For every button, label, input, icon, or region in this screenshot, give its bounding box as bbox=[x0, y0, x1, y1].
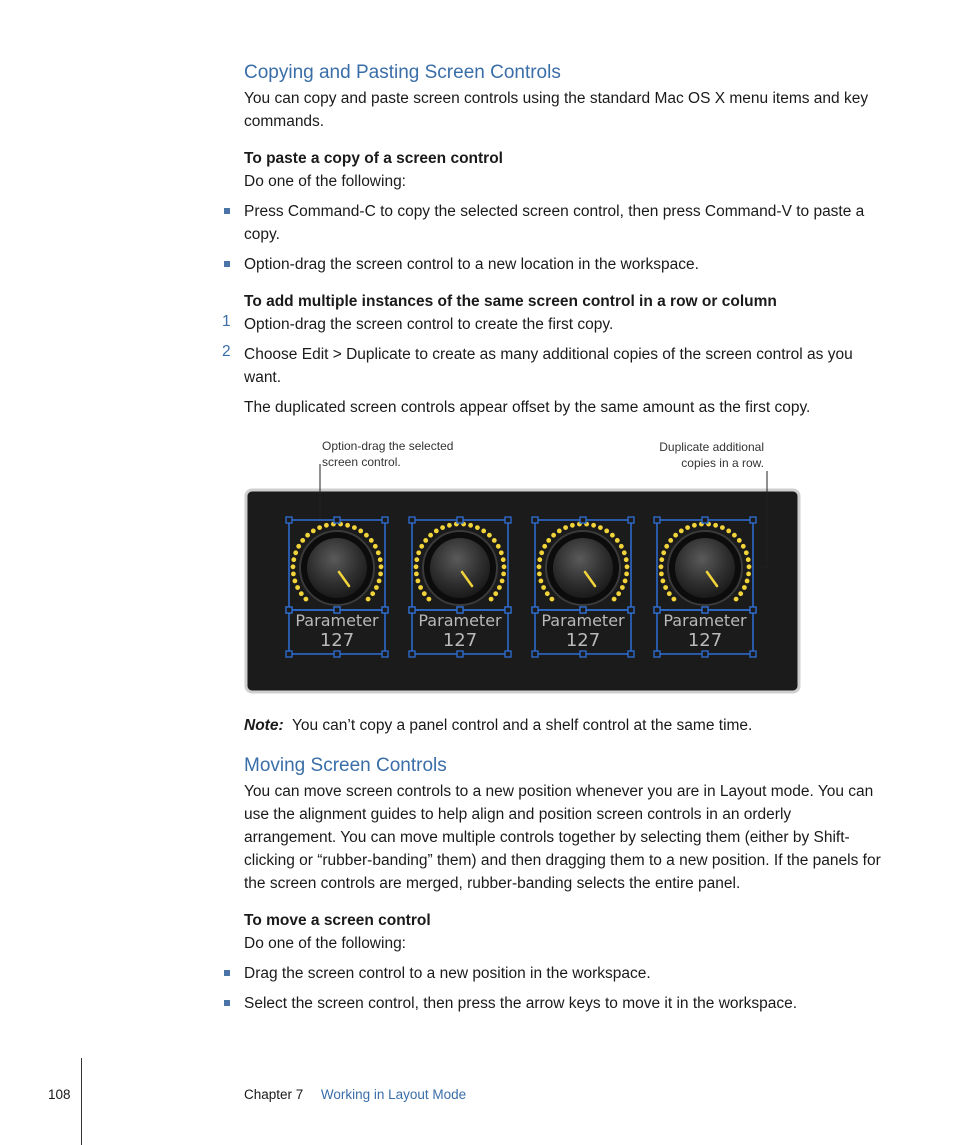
step-text: Choose Edit > Duplicate to create as many additional copies of the screen control as you want. bbox=[244, 346, 853, 386]
selection-handle bbox=[334, 651, 340, 657]
selection-handle bbox=[702, 651, 708, 657]
led-dot bbox=[625, 564, 630, 569]
note bbox=[244, 714, 884, 737]
callout-left-line1: Option-drag the selected bbox=[322, 439, 454, 453]
led-dot bbox=[622, 550, 627, 555]
led-dot bbox=[414, 572, 419, 577]
led-dot bbox=[659, 564, 664, 569]
led-dot bbox=[745, 579, 750, 584]
led-dot bbox=[468, 523, 473, 528]
selection-handle bbox=[580, 651, 586, 657]
led-dot bbox=[475, 525, 480, 530]
led-dot bbox=[352, 525, 357, 530]
knob-label bbox=[535, 611, 631, 651]
knob-body bbox=[430, 538, 490, 598]
led-dot bbox=[659, 557, 664, 562]
led-dot bbox=[378, 557, 383, 562]
led-dot bbox=[663, 585, 668, 590]
led-dot bbox=[563, 525, 568, 530]
led-dot bbox=[537, 564, 542, 569]
selection-handle bbox=[286, 517, 292, 523]
list-item: Press Command-C to copy the selected screen control, then press Command-V to paste a copy. bbox=[244, 203, 865, 243]
led-dot bbox=[720, 525, 725, 530]
knob-label bbox=[657, 611, 753, 651]
led-dot bbox=[295, 585, 300, 590]
led-dot bbox=[661, 550, 666, 555]
led-dot bbox=[679, 529, 684, 534]
led-dot bbox=[747, 564, 752, 569]
list-item: Select the screen control, then press the arrow keys to move it in the workspace. bbox=[244, 995, 798, 1012]
led-dot bbox=[692, 523, 697, 528]
selection-handle bbox=[382, 651, 388, 657]
led-dot bbox=[744, 550, 749, 555]
led-dot bbox=[713, 523, 718, 528]
led-dot bbox=[447, 523, 452, 528]
knob-parameter-value: 127 bbox=[319, 630, 355, 651]
led-dot bbox=[542, 544, 547, 549]
page-number: 108 bbox=[48, 1087, 71, 1102]
led-dot bbox=[376, 550, 381, 555]
led-dot bbox=[423, 538, 428, 543]
led-dot bbox=[377, 579, 382, 584]
section-intro-copying: You can copy and paste screen controls using the standard Mac OS X menu items and key commands. bbox=[244, 90, 869, 130]
led-dot bbox=[570, 523, 575, 528]
led-dot bbox=[422, 591, 427, 596]
callout-left-line2: screen control. bbox=[322, 455, 401, 469]
led-dot bbox=[414, 557, 419, 562]
led-dot bbox=[539, 550, 544, 555]
led-dot bbox=[427, 597, 432, 602]
step-text: Option-drag the screen control to create the first copy. bbox=[244, 316, 614, 333]
led-dot bbox=[598, 525, 603, 530]
selection-handle bbox=[382, 517, 388, 523]
led-dot bbox=[610, 533, 615, 538]
led-dot bbox=[487, 533, 492, 538]
knob-parameter-name: Parameter bbox=[663, 611, 747, 630]
led-dot bbox=[379, 564, 384, 569]
led-dot bbox=[416, 550, 421, 555]
led-dot bbox=[551, 533, 556, 538]
led-dot bbox=[667, 591, 672, 596]
led-dot bbox=[734, 597, 739, 602]
led-dot bbox=[317, 525, 322, 530]
task-heading-multiple: To add multiple instances of the same screen control in a row or column bbox=[244, 293, 777, 310]
led-dot bbox=[616, 591, 621, 596]
led-dot bbox=[358, 529, 363, 534]
led-dot bbox=[304, 597, 309, 602]
led-dot bbox=[324, 523, 329, 528]
led-dot bbox=[492, 538, 497, 543]
led-dot bbox=[369, 538, 374, 543]
section-title-moving: Moving Screen Controls bbox=[244, 755, 447, 776]
led-dot bbox=[537, 572, 542, 577]
note-text: You can’t copy a panel control and a shelf control at the same time. bbox=[291, 717, 753, 734]
led-dot bbox=[500, 579, 505, 584]
led-dot bbox=[502, 564, 507, 569]
led-dot bbox=[434, 529, 439, 534]
led-dot bbox=[726, 529, 731, 534]
knob-parameter-name: Parameter bbox=[541, 611, 625, 630]
led-dot bbox=[620, 585, 625, 590]
task-heading-move: To move a screen control bbox=[244, 912, 431, 929]
led-dot bbox=[746, 557, 751, 562]
selection-handle bbox=[628, 651, 634, 657]
led-dot bbox=[501, 557, 506, 562]
selection-handle bbox=[409, 651, 415, 657]
selection-handle bbox=[409, 517, 415, 523]
bullet-marker bbox=[224, 1000, 230, 1006]
led-dot bbox=[293, 579, 298, 584]
section-title-copying: Copying and Pasting Screen Controls bbox=[244, 62, 561, 83]
led-dot bbox=[481, 529, 486, 534]
knob-parameter-value: 127 bbox=[565, 630, 601, 651]
led-dot bbox=[619, 544, 624, 549]
led-dot bbox=[291, 557, 296, 562]
list-item: Drag the screen control to a new position in the workspace. bbox=[244, 965, 651, 982]
led-dot bbox=[418, 585, 423, 590]
led-dot bbox=[557, 529, 562, 534]
led-dot bbox=[624, 572, 629, 577]
led-dot bbox=[300, 538, 305, 543]
knob-parameter-value: 127 bbox=[442, 630, 478, 651]
led-dot bbox=[293, 550, 298, 555]
led-dot bbox=[291, 572, 296, 577]
task-heading-paste: To paste a copy of a screen control bbox=[244, 150, 503, 167]
list-item: Option-drag the screen control to a new location in the workspace. bbox=[244, 256, 699, 273]
step-number: 2 bbox=[222, 343, 231, 360]
led-dot bbox=[311, 529, 316, 534]
led-dot bbox=[664, 544, 669, 549]
led-dot bbox=[291, 564, 296, 569]
led-dot bbox=[537, 557, 542, 562]
led-dot bbox=[489, 597, 494, 602]
selection-handle bbox=[286, 651, 292, 657]
led-dot bbox=[673, 533, 678, 538]
led-dot bbox=[539, 579, 544, 584]
knob-label bbox=[289, 611, 385, 651]
led-dot bbox=[612, 597, 617, 602]
selection-handle bbox=[334, 517, 340, 523]
step-number: 1 bbox=[222, 313, 231, 330]
led-dot bbox=[440, 525, 445, 530]
selection-handle bbox=[457, 517, 463, 523]
led-dot bbox=[623, 579, 628, 584]
section-intro-moving: You can move screen controls to a new position whenever you are in Layout mode. You can use the alignment guides to help align and position screen controls in an orderly arrangement. You can move multiple controls together by selecting them (either by Shift-clicking or “rubber-banding” them) and then dragging them to a new position. If the panels for the screen controls are merged, rubber-banding selects the entire panel. bbox=[244, 783, 881, 892]
led-dot bbox=[546, 538, 551, 543]
selection-handle bbox=[505, 651, 511, 657]
knob-label bbox=[412, 611, 508, 651]
led-dot bbox=[742, 585, 747, 590]
callout-right-line1: Duplicate additional bbox=[659, 440, 764, 454]
knob-body bbox=[675, 538, 735, 598]
led-dot bbox=[737, 538, 742, 543]
led-dot bbox=[545, 591, 550, 596]
knob-parameter-name: Parameter bbox=[418, 611, 502, 630]
led-dot bbox=[550, 597, 555, 602]
knob-parameter-value: 127 bbox=[687, 630, 723, 651]
led-dot bbox=[345, 523, 350, 528]
led-dot bbox=[497, 585, 502, 590]
selection-handle bbox=[532, 651, 538, 657]
selection-handle bbox=[750, 517, 756, 523]
selection-handle bbox=[654, 651, 660, 657]
selection-handle bbox=[580, 517, 586, 523]
led-dot bbox=[496, 544, 501, 549]
led-dot bbox=[732, 533, 737, 538]
led-dot bbox=[499, 550, 504, 555]
selection-handle bbox=[457, 651, 463, 657]
task-lead-paste: Do one of the following: bbox=[244, 173, 406, 190]
led-dot bbox=[624, 557, 629, 562]
led-dot bbox=[493, 591, 498, 596]
led-dot bbox=[414, 564, 419, 569]
led-dot bbox=[541, 585, 546, 590]
led-dot bbox=[661, 579, 666, 584]
led-dot bbox=[741, 544, 746, 549]
led-dot bbox=[615, 538, 620, 543]
selection-handle bbox=[628, 517, 634, 523]
selection-handle bbox=[532, 517, 538, 523]
footer-divider bbox=[81, 1058, 82, 1145]
led-dot bbox=[370, 591, 375, 596]
led-dot bbox=[428, 533, 433, 538]
selection-handle bbox=[750, 651, 756, 657]
led-dot bbox=[419, 544, 424, 549]
led-dot bbox=[374, 585, 379, 590]
callout-right-line2: copies in a row. bbox=[681, 456, 764, 470]
knob-parameter-name: Parameter bbox=[295, 611, 379, 630]
footer-chapter bbox=[244, 1087, 466, 1102]
chapter-title: Working in Layout Mode bbox=[320, 1087, 467, 1102]
knob-body bbox=[553, 538, 613, 598]
led-dot bbox=[746, 572, 751, 577]
led-dot bbox=[378, 572, 383, 577]
led-dot bbox=[738, 591, 743, 596]
task-lead-move: Do one of the following: bbox=[244, 935, 406, 952]
led-dot bbox=[305, 533, 310, 538]
led-dot bbox=[668, 538, 673, 543]
led-dot bbox=[659, 572, 664, 577]
selection-handle bbox=[702, 517, 708, 523]
selection-handle bbox=[505, 517, 511, 523]
knob-body bbox=[307, 538, 367, 598]
led-dot bbox=[366, 597, 371, 602]
led-dot bbox=[416, 579, 421, 584]
led-dot bbox=[364, 533, 369, 538]
led-dot bbox=[591, 523, 596, 528]
bullet-marker bbox=[224, 970, 230, 976]
led-dot bbox=[604, 529, 609, 534]
led-dot bbox=[373, 544, 378, 549]
chapter-label: Chapter 7 bbox=[244, 1087, 304, 1102]
selection-handle bbox=[654, 517, 660, 523]
led-dot bbox=[296, 544, 301, 549]
note-label: Note: bbox=[244, 717, 284, 734]
led-dot bbox=[672, 597, 677, 602]
led-dot bbox=[299, 591, 304, 596]
led-dot bbox=[685, 525, 690, 530]
led-dot bbox=[501, 572, 506, 577]
step-followup: The duplicated screen controls appear offset by the same amount as the first copy. bbox=[244, 399, 811, 416]
